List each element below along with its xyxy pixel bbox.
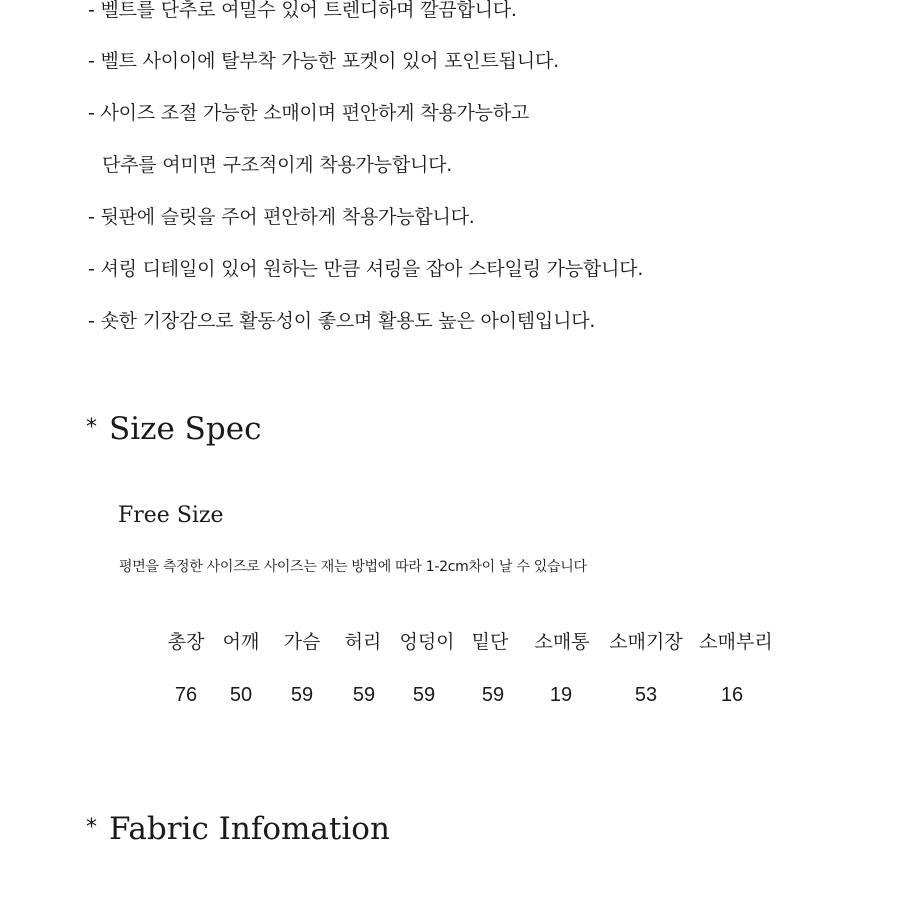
star-icon: * xyxy=(86,415,97,440)
size-value-cell: 59 xyxy=(481,684,505,706)
size-header-cell: 가슴 xyxy=(283,631,321,653)
size-header-cell: 어깨 xyxy=(222,631,260,653)
feature-line-3-continued: 단추를 여미면 구조적이게 착용가능합니다. xyxy=(102,154,453,176)
size-value-cell: 76 xyxy=(174,684,198,706)
star-icon: * xyxy=(86,815,97,840)
size-value-cell: 59 xyxy=(412,684,436,706)
size-value-cell: 59 xyxy=(352,684,376,706)
size-label: Free Size xyxy=(118,503,224,528)
size-note: 평면을 측정한 사이즈로 사이즈는 재는 방법에 따라 1-2cm차이 날 수 있습니다 xyxy=(119,559,587,575)
size-value-cell: 50 xyxy=(229,684,253,706)
feature-line-2: - 벨트 사이이에 탈부착 가능한 포켓이 있어 포인트됩니다. xyxy=(88,50,559,72)
feature-line-1: - 벨트를 단추로 여밀수 있어 트렌디하며 깔끔합니다. xyxy=(88,0,517,21)
fabric-heading xyxy=(86,808,390,849)
feature-line-5: - 셔링 디테일이 있어 원하는 만큼 셔링을 잡아 스타일링 가능합니다. xyxy=(88,258,644,280)
size-value-cell: 19 xyxy=(549,684,573,706)
size-spec-heading xyxy=(86,408,261,449)
size-header-cell: 소매부리 xyxy=(699,631,773,653)
feature-line-3: - 사이즈 조절 가능한 소매이며 편안하게 착용가능하고 xyxy=(88,102,530,124)
feature-line-6: - 숏한 기장감으로 활동성이 좋으며 활용도 높은 아이템입니다. xyxy=(88,310,596,332)
size-header-cell: 엉덩이 xyxy=(399,631,455,653)
size-header-cell: 밑단 xyxy=(471,631,509,653)
size-header-cell: 소매기장 xyxy=(609,631,683,653)
size-header-cell: 소매통 xyxy=(534,631,590,653)
fabric-title: Fabric Infomation xyxy=(109,811,390,847)
size-spec-title: Size Spec xyxy=(109,411,262,447)
size-value-cell: 16 xyxy=(720,684,744,706)
feature-line-4: - 뒷판에 슬릿을 주어 편안하게 착용가능합니다. xyxy=(88,206,475,228)
size-header-cell: 총장 xyxy=(167,631,205,653)
size-value-cell: 53 xyxy=(634,684,658,706)
size-value-cell: 59 xyxy=(290,684,314,706)
size-header-cell: 허리 xyxy=(344,631,382,653)
